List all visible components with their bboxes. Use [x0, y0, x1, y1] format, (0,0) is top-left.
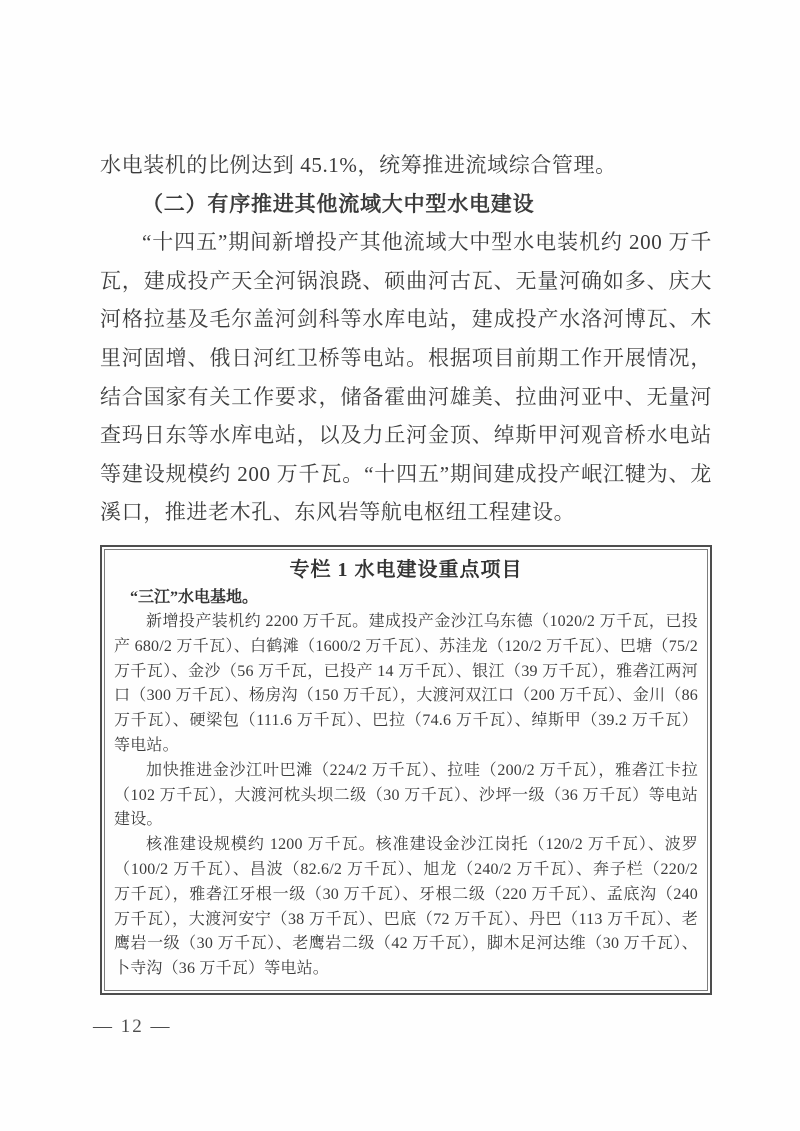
box-paragraph-new-capacity: 新增投产装机约 2200 万千瓦。建成投产金沙江乌东德（1020/2 万千瓦，已投产 680/2 万千瓦）、白鹤滩（1600/2 万千瓦）、苏洼龙（120/2 万千瓦）、巴塘（75/2 万千瓦）、金沙（56 万千瓦，已投产 14 万千瓦）、银江（39 万千瓦），雅砻江两河口（300 万千瓦）、杨房沟（150 万千瓦），大渡河双江口（200 万千瓦）、金川（86 万千瓦）、硬梁包（111.6 万千瓦）、巴拉（74.6 万千瓦）、绰斯甲（39.2 万千瓦）等电站。 — [114, 612, 698, 754]
page-content — [93, 146, 712, 1038]
highlight-box-inner — [104, 549, 708, 991]
paragraph-continuation: 水电装机的比例达到 45.1%，统筹推进流域综合管理。 — [100, 153, 617, 177]
box-paragraph-accelerate: 加快推进金沙江叶巴滩（224/2 万千瓦）、拉哇（200/2 万千瓦），雅砻江卡拉（102 万千瓦），大渡河枕头坝二级（30 万千瓦）、沙坪一级（36 万千瓦）等电站建设。 — [114, 761, 698, 829]
box-paragraph-approved: 核准建设规模约 1200 万千瓦。核准建设金沙江岗托（120/2 万千瓦）、波罗（100/2 万千瓦）、昌波（82.6/2 万千瓦）、旭龙（240/2 万千瓦）、奔子栏（220/2 万千瓦），雅砻江牙根一级（30 万千瓦）、牙根二级（220 万千瓦）、孟底沟（240 万千瓦），大渡河安宁（38 万千瓦）、巴底（72 万千瓦）、丹巴（113 万千瓦）、老鹰岩一级（30 万千瓦）、老鹰岩二级（42 万千瓦），脚木足河达维（30 万千瓦）、卜寺沟（36 万千瓦）等电站。 — [114, 836, 698, 978]
highlight-box — [100, 545, 712, 995]
box-subtitle: “三江”水电基地。 — [130, 588, 259, 606]
box-title: 专栏 1 水电建设重点项目 — [289, 558, 523, 581]
section-heading: （二）有序推进其他流域大中型水电建设 — [142, 191, 535, 216]
page-number: — 12 — — [93, 1015, 172, 1037]
paragraph-main: “十四五”期间新增投产其他流域大中型水电装机约 200 万千瓦，建成投产天全河锅浪跷、硕曲河古瓦、无量河确如多、庆大河格拉基及毛尔盖河剑科等水库电站，建成投产水洛河博瓦、木里河固增、俄日河红卫桥等电站。根据项目前期工作开展情况，结合国家有关工作要求，储备霍曲河雄美、拉曲河亚中、无量河查玛日东等水库电站，以及力丘河金顶、绰斯甲河观音桥水电站等建设规模约 200 万千瓦。“十四五”期间建成投产岷江犍为、龙溪口，推进老木孔、东风岩等航电枢纽工程建设。 — [100, 230, 712, 525]
